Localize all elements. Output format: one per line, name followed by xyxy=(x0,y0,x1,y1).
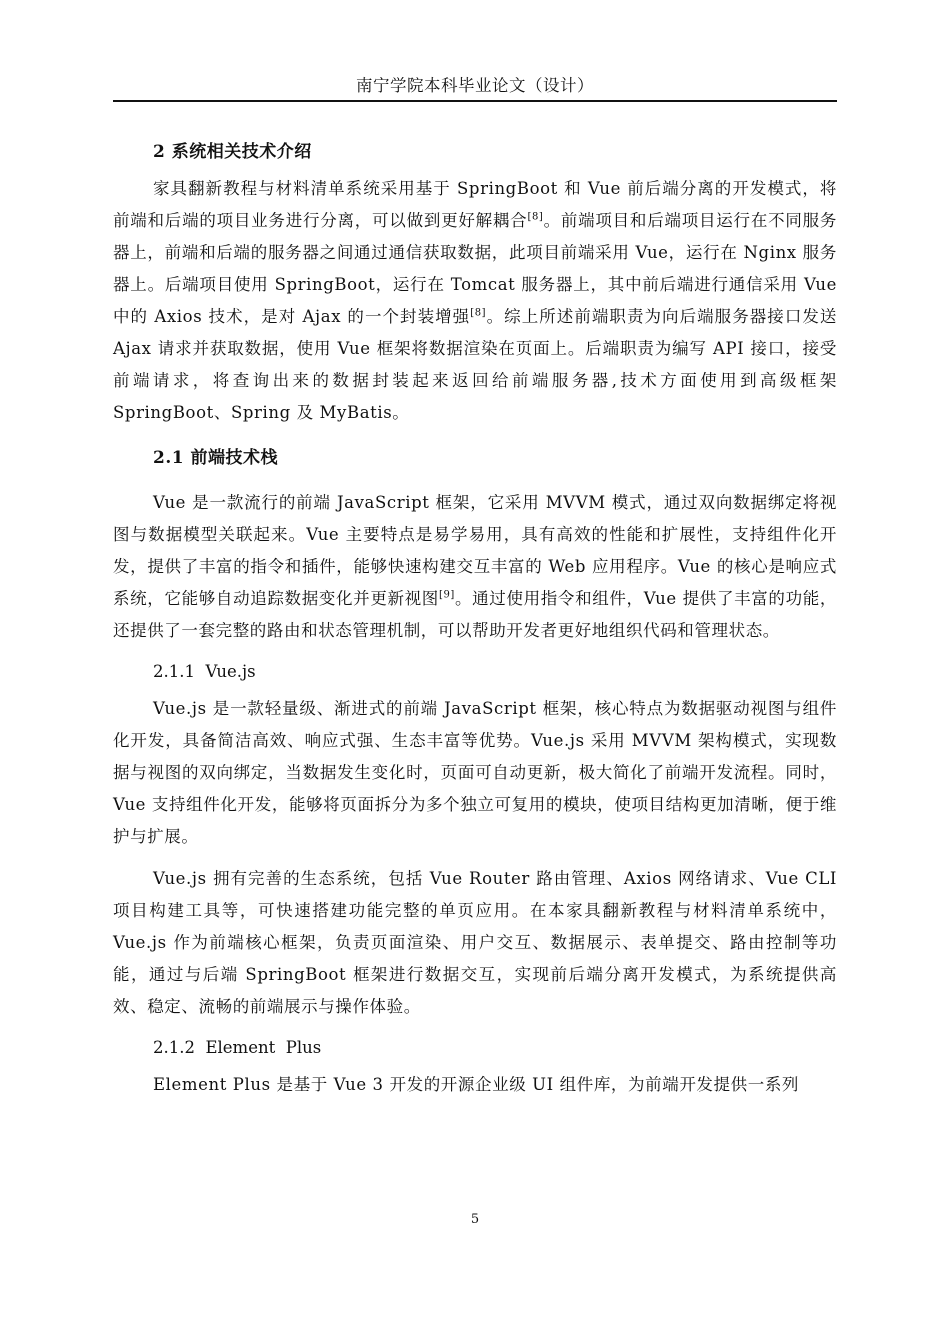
vue-text-1: Vue 是一款流行的前端 JavaScript 框架，它采用 MVVM 模式，通过双向数据绑定将视图与数据模型关联起来。Vue 主要特点是易学易用，具有高效的性能和扩展性，支持组件化开发，提供了丰富的指令和插件，能够快速构建交互丰富的 Web 应用程序。Vue 的核心是响应式系统，它能够自动追踪数据变化并更新视图 xyxy=(113,493,837,608)
section-intro-paragraph xyxy=(113,173,837,429)
element-plus-paragraph-1: Element Plus 是基于 Vue 3 开发的开源企业级 UI 组件库，为前端开发提供一系列 xyxy=(153,1075,800,1094)
subsection-heading-2-1-2: 2.1.2 Element Plus xyxy=(153,1038,322,1057)
header-rule xyxy=(113,100,837,102)
subsection-heading-2-1: 2.1 前端技术栈 xyxy=(153,448,278,468)
intro-text-1: 家具翻新教程与材料清单系统采用基于 SpringBoot 和 Vue 前后端分离的开发模式，将前端和后端的项目业务进行分离，可以做到更好解耦合 xyxy=(113,179,837,230)
vuejs-paragraph-2: Vue.js 拥有完善的生态系统，包括 Vue Router 路由管理、Axios 网络请求、Vue CLI 项目构建工具等，可快速搭建功能完整的单页应用。在本家具翻新教程与材料清单系统中，Vue.js 作为前端核心框架，负责页面渲染、用户交互、数据展示、表单提交、路由控制等功能，通过与后端 SpringBoot 框架进行数据交互，实现前后端分离开发模式，为系统提供高效、稳定、流畅的前端展示与操作体验。 xyxy=(113,869,837,1016)
citation-ref: [8] xyxy=(527,211,544,223)
citation-ref: [8] xyxy=(470,307,487,319)
citation-ref: [9] xyxy=(438,589,455,601)
subsection-heading-2-1-1: 2.1.1 Vue.js xyxy=(153,662,256,681)
subsection-2-1-paragraph xyxy=(113,487,837,647)
vue-text-2: 。通过使用指令和组件，Vue 提供了丰富的功能，还提供了一套完整的路由和状态管理机制，可以帮助开发者更好地组织代码和管理状态。 xyxy=(113,589,837,640)
page-content xyxy=(113,137,837,1105)
running-header: 南宁学院本科毕业论文（设计） xyxy=(356,76,594,95)
vuejs-paragraph-1: Vue.js 是一款轻量级、渐进式的前端 JavaScript 框架，核心特点为数据驱动视图与组件化开发，具备简洁高效、响应式强、生态丰富等优势。Vue.js 采用 MVVM 架构模式，实现数据与视图的双向绑定，当数据发生变化时，页面可自动更新，极大简化了前端开发流程。同时，Vue 支持组件化开发，能够将页面拆分为多个独立可复用的模块，使项目结构更加清晰，便于维护与扩展。 xyxy=(113,699,837,846)
intro-text-2: 。前端项目和后端项目运行在不同服务器上，前端和后端的服务器之间通过通信获取数据，此项目前端采用 Vue，运行在 Nginx 服务器上。后端项目使用 SpringBoot，运行在 Tomcat 服务器上，其中前后端进行通信采用 Vue 中的 Axios 技术，是对 Ajax 的一个封装增强 xyxy=(113,211,837,326)
intro-text-3: 。综上所述前端职责为向后端服务器接口发送 Ajax 请求并获取数据，使用 Vue 框架将数据渲染在页面上。后端职责为编写 API 接口，接受前端请求，将查询出来的数据封装起来返回给前端服务器,技术方面使用到高级框架 SpringBoot、Spring 及 MyBatis。 xyxy=(113,307,837,422)
section-heading: 2 系统相关技术介绍 xyxy=(153,142,312,162)
page-number: 5 xyxy=(470,1212,480,1227)
